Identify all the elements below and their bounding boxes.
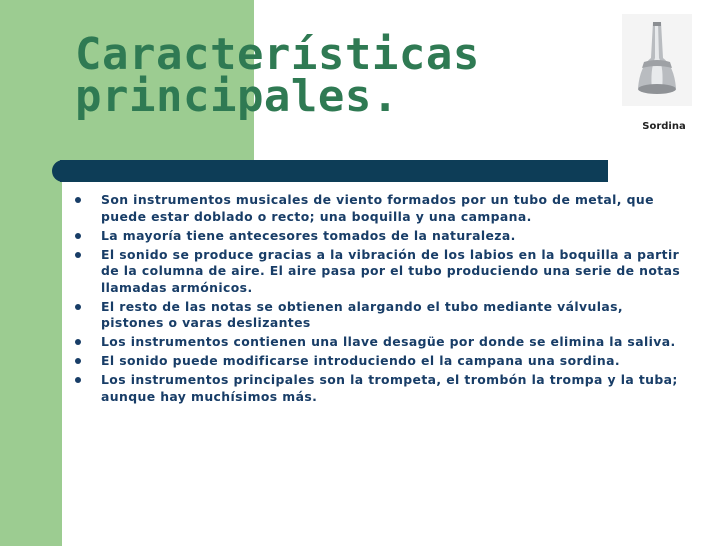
bullet-text: El resto de las notas se obtienen alargando el tubo mediante válvulas, pistones o varas deslizantes	[101, 298, 624, 331]
bullet-dot-icon	[75, 233, 81, 239]
slide-title: Características principales.	[75, 29, 480, 122]
bullet-dot-icon	[75, 358, 81, 364]
mute-image	[622, 14, 692, 106]
list-item	[75, 192, 687, 225]
bullet-dot-icon	[75, 197, 81, 203]
list-item	[75, 334, 687, 351]
list-item	[75, 353, 687, 370]
bullet-text: Los instrumentos contienen una llave desagüe por donde se elimina la saliva.	[101, 334, 676, 350]
bullet-dot-icon	[75, 304, 81, 310]
list-item	[75, 372, 687, 405]
bullet-dot-icon	[75, 377, 81, 383]
bullet-dot-icon	[75, 252, 81, 258]
left-green-band	[0, 0, 62, 546]
bullet-dot-icon	[75, 339, 81, 345]
title-underline-bar	[60, 160, 608, 182]
bullet-text: Los instrumentos principales son la trompeta, el trombón la trompa y la tuba; aunque hay muchísimos más.	[101, 372, 678, 404]
list-item	[75, 247, 687, 297]
bullet-text: La mayoría tiene antecesores tomados de la naturaleza.	[101, 227, 516, 243]
bullet-text: Son instrumentos musicales de viento formados por un tubo de metal, que puede estar doblado o recto; una boquilla y una campana.	[101, 192, 654, 224]
bullet-text: El sonido se produce gracias a la vibración de los labios en la boquilla a partir de la columna de aire. El aire pasa por el tubo produciendo una serie de notas llamadas armónicos.	[101, 246, 681, 295]
mute-image-caption: Sordina	[642, 121, 686, 132]
list-item	[75, 228, 687, 245]
bullet-list	[75, 192, 687, 408]
bullet-text: El sonido puede modificarse introduciendo el la campana una sordina.	[101, 353, 621, 369]
list-item	[75, 299, 687, 332]
